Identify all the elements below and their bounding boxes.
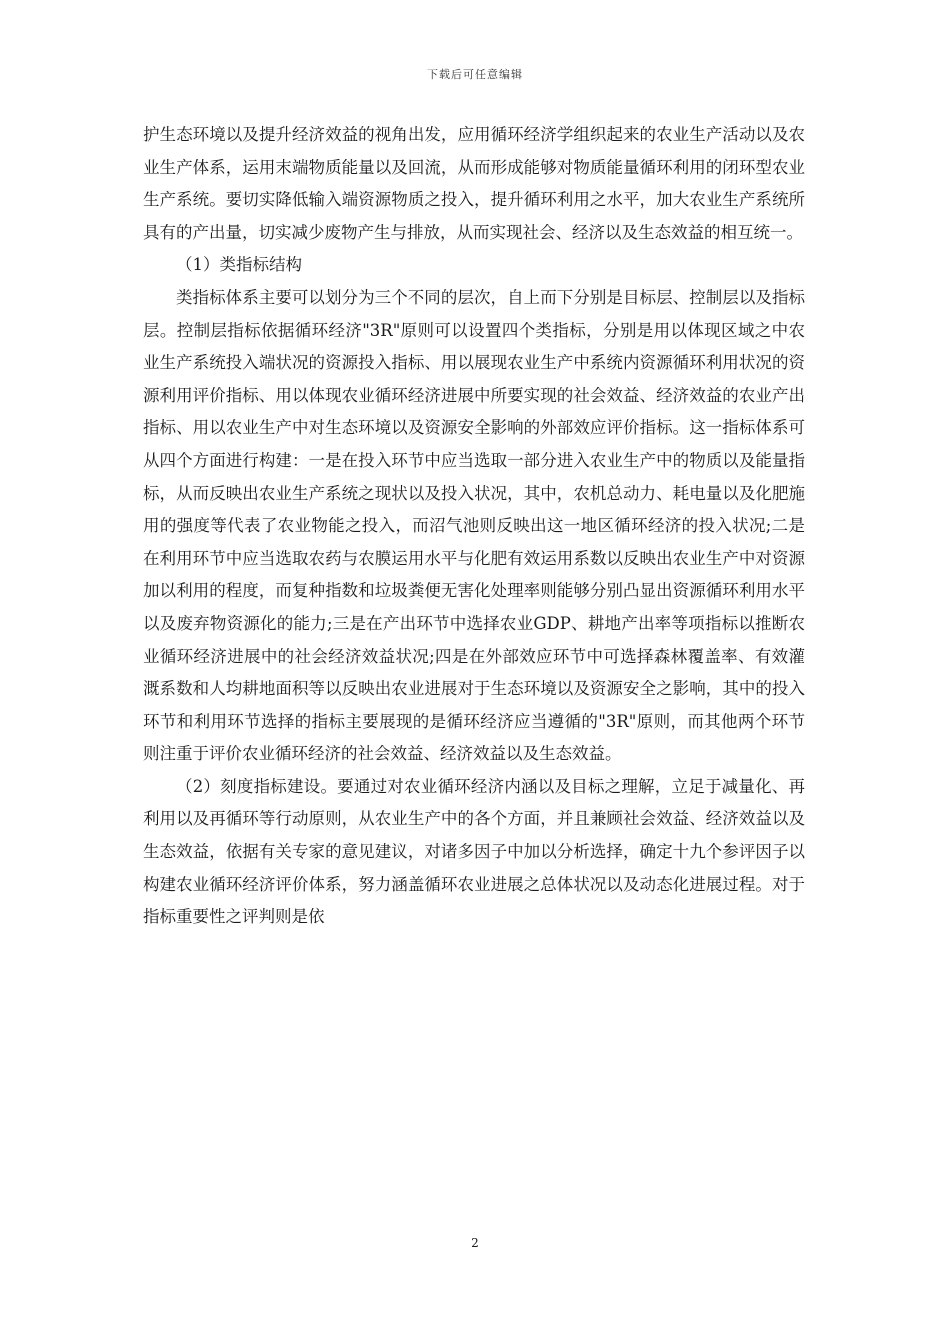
paragraph-3: （2）刻度指标建设。要通过对农业循环经济内涵以及目标之理解，立足于减量化、再利用以及再循环等行动原则，从农业生产中的各个方面，并且兼顾社会效益、经济效益以及生态效益，依据有关专家的意见建议，对诸多因子中加以分析选择，确定十九个参评因子以构建农业循环经济评价体系，努力涵盖循环农业进展之总体状况以及动态化进展过程。对于指标重要性之评判则是依 (143, 776, 805, 927)
section-heading-1: （1）类指标结构 (176, 255, 302, 275)
paragraph-2: 类指标体系主要可以划分为三个不同的层次，自上而下分别是目标层、控制层以及指标层。控制层指标依据循环经济"3R"原则可以设置四个类指标，分别是用以体现区域之中农业生产系统投入端状况的资源投入指标、用以展现农业生产中系统内资源循环利用状况的资源利用评价指标、用以体现农业循环经济进展中所要实现的社会效益、经济效益的农业产出指标、用以农业生产中对生态环境以及资源安全影响的外部效应评价指标。这一指标体系可从四个方面进行构建：一是在投入环节中应当选取一部分进入农业生产中的物质以及能量指标，从而反映出农业生产系统之现状以及投入状况，其中，农机总动力、耗电量以及化肥施用的强度等代表了农业物能之投入，而沼气池则反映出这一地区循环经济的投入状况;二是在利用环节中应当选取农药与农膜运用水平与化肥有效运用系数以反映出农业生产中对资源加以利用的程度，而复种指数和垃圾粪便无害化处理率则能够分别凸显出资源循环利用水平以及废弃物资源化的能力;三是在产出环节中选择农业GDP、耕地产出率等项指标以推断农业循环经济进展中的社会经济效益状况;四是在外部效应环节中可选择森林覆盖率、有效灌溉系数和人均耕地面积等以反映出农业进展对于生态环境以及资源安全之影响，其中的投入环节和利用环节选择的指标主要展现的是循环经济应当遵循的"3R"原则，而其他两个环节则注重于评价农业循环经济的社会效益、经济效益以及生态效益。 (143, 287, 805, 764)
page-number: 2 (471, 1236, 479, 1250)
paragraph-1: 护生态环境以及提升经济效益的视角出发，应用循环经济学组织起来的农业生产活动以及农业生产体系，运用末端物质能量以及回流，从而形成能够对物质能量循环利用的闭环型农业生产系统。要切实降低输入端资源物质之投入，提升循环利用之水平，加大农业生产系统所具有的产出量，切实减少废物产生与排放，从而实现社会、经济以及生态效益的相互统一。 (143, 125, 805, 242)
document-body (143, 119, 805, 934)
page-header: 下载后可任意编辑 (427, 68, 523, 81)
